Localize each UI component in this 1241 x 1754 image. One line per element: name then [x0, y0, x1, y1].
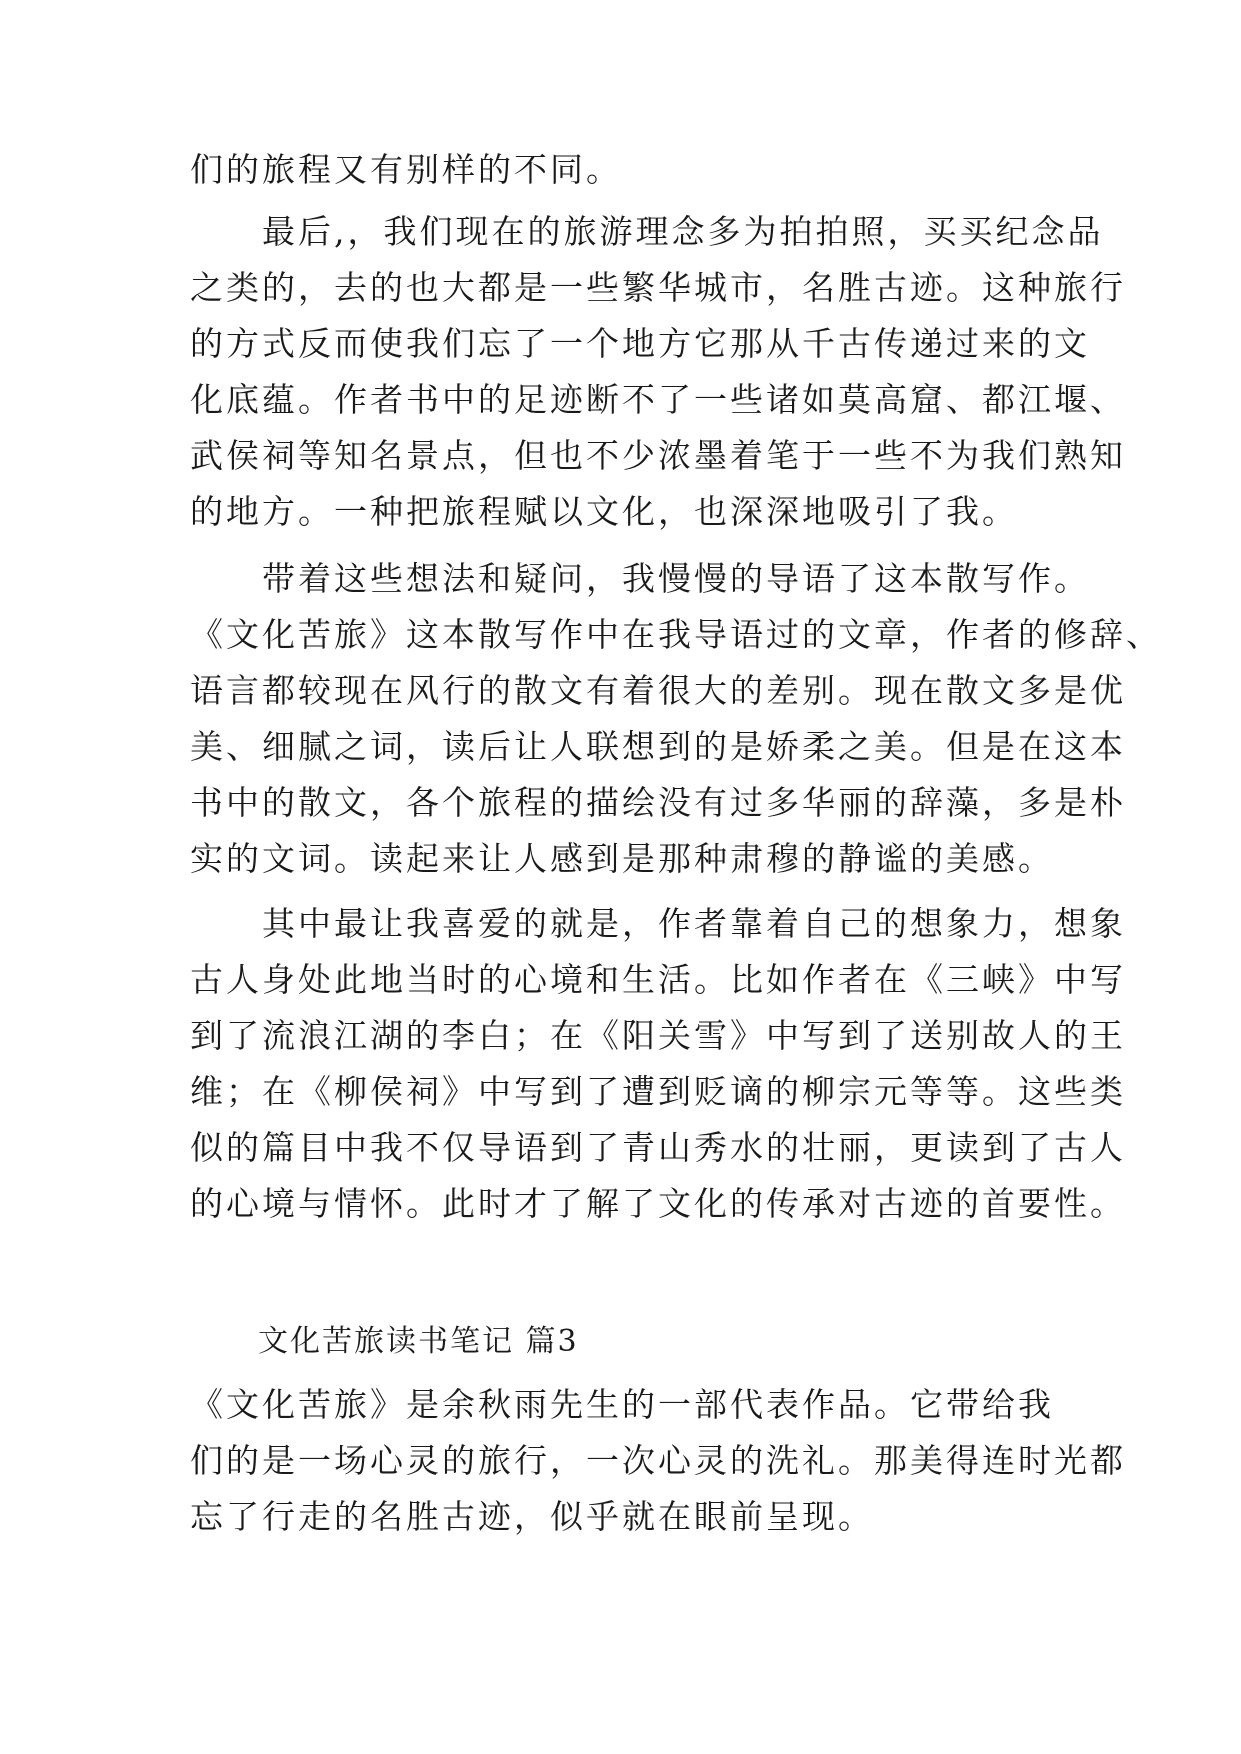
paragraph-line: 维；在《柳侯祠》中写到了遭到贬谪的柳宗元等等。这些类 [190, 1072, 1126, 1111]
paragraph-line: 实的文词。读起来让人感到是那种肃穆的静谧的美感。 [190, 839, 1054, 878]
paragraph-line: 最后,，我们现在的旅游理念多为拍拍照，买买纪念品 [190, 212, 1104, 251]
paragraph-line: 的地方。一种把旅程赋以文化，也深深地吸引了我。 [190, 492, 1018, 531]
paragraph-line: 美、细腻之词，读后让人联想到的是娇柔之美。但是在这本 [190, 727, 1126, 766]
paragraph-line: 语言都较现在风行的散文有着很大的差别。现在散文多是优 [190, 671, 1126, 710]
paragraph-line: 之类的，去的也大都是一些繁华城市，名胜古迹。这种旅行 [190, 268, 1126, 307]
paragraph-line: 忘了行走的名胜古迹，似乎就在眼前呈现。 [190, 1497, 874, 1536]
paragraph-line: 《文化苦旅》这本散写作中在我导语过的文章，作者的修辞、 [190, 615, 1162, 654]
paragraph-line: 的心境与情怀。此时才了解了文化的传承对古迹的首要性。 [190, 1184, 1126, 1223]
paragraph-line: 们的是一场心灵的旅行，一次心灵的洗礼。那美得连时光都 [190, 1441, 1126, 1480]
paragraph-line: 古人身处此地当时的心境和生活。比如作者在《三峡》中写 [190, 960, 1126, 999]
section-heading: 文化苦旅读书笔记 篇3 [258, 1324, 579, 1359]
paragraph-line: 其中最让我喜爱的就是，作者靠着自己的想象力，想象 [190, 904, 1126, 943]
paragraph-line: 书中的散文，各个旅程的描绘没有过多华丽的辞藻，多是朴 [190, 783, 1126, 822]
paragraph-line: 的方式反而使我们忘了一个地方它那从千古传递过来的文 [190, 324, 1090, 363]
paragraph-line: 武侯祠等知名景点，但也不少浓墨着笔于一些不为我们熟知 [190, 436, 1126, 475]
paragraph-line: 们的旅程又有别样的不同。 [190, 150, 622, 189]
paragraph-line: 到了流浪江湖的李白；在《阳关雪》中写到了送别故人的王 [190, 1016, 1126, 1055]
paragraph-line: 化底蕴。作者书中的足迹断不了一些诸如莫高窟、都江堰、 [190, 380, 1126, 419]
paragraph-line: 《文化苦旅》是余秋雨先生的一部代表作品。它带给我 [190, 1385, 1054, 1424]
paragraph-line: 带着这些想法和疑问，我慢慢的导语了这本散写作。 [190, 559, 1090, 598]
paragraph-line: 似的篇目中我不仅导语到了青山秀水的壮丽，更读到了古人 [190, 1128, 1126, 1167]
